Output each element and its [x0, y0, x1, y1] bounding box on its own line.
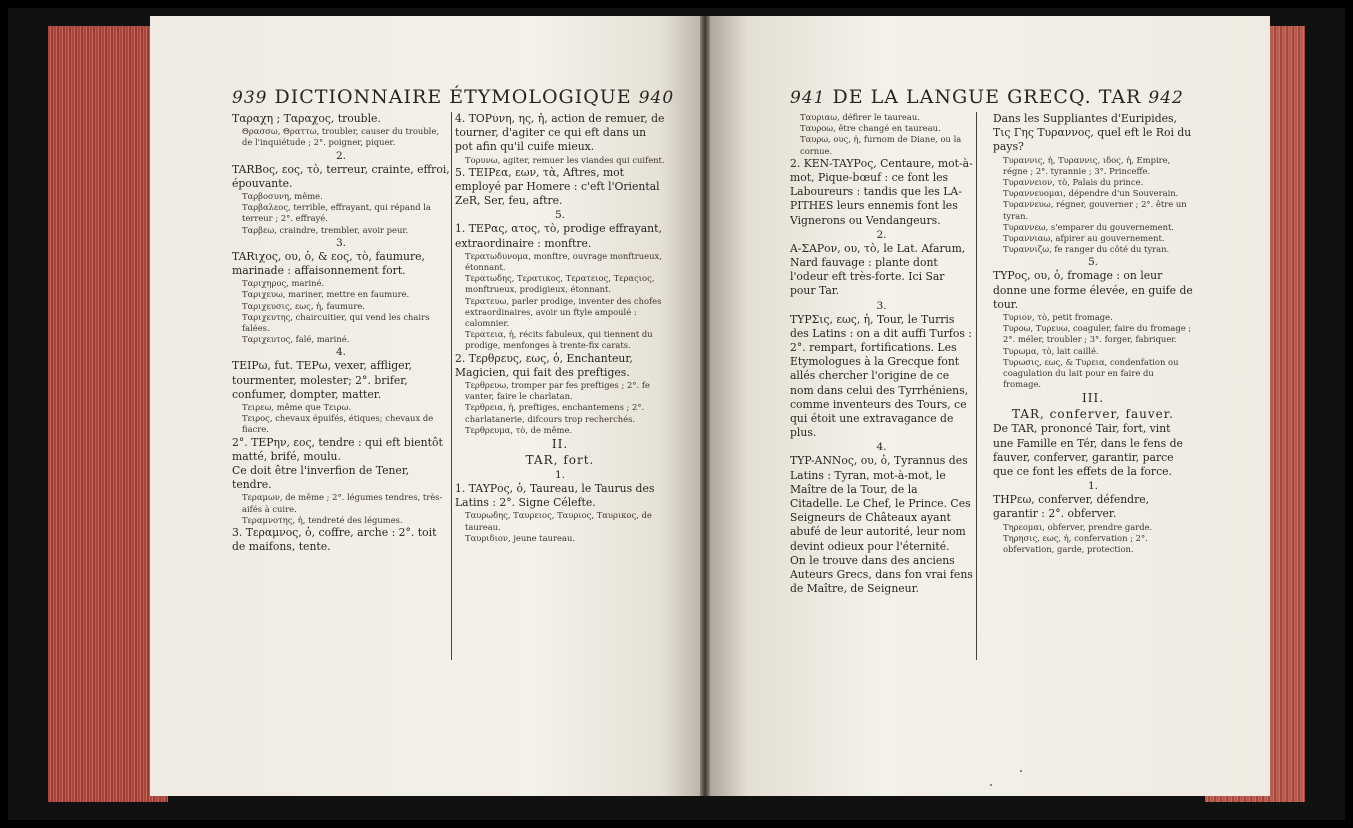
page-number-942: 942 [1148, 88, 1184, 108]
column-2 [455, 112, 665, 544]
sub-entry: Θρασσω, Θραττω, troubler, causer du trouble, de l'inquiétude ; 2°. poigner, piquer. [242, 126, 439, 148]
section-heading: TAR, fort. [525, 453, 595, 468]
sub-entry: Τειρεω, même que Τειρω. [242, 402, 352, 413]
section-heading: 1. [1087, 480, 1099, 493]
entry-paragraph: Dans les Suppliantes d'Euripides, Τις Γης Τυραννος, quel eft le Roi du pays? [993, 112, 1192, 154]
section-heading: 5. [554, 209, 566, 222]
sub-entry: Ταριχευσις, εως, ἡ, faumure. [242, 300, 365, 311]
right-running-head: DE LA LANGUE GRECQ. [832, 86, 1092, 108]
sub-entry: Τεραμων, de même ; 2°. légumes tendres, très-aifés à cuire. [242, 492, 443, 514]
column-rule-right [976, 112, 977, 660]
sub-entry: Τυριον, τὸ, petit fromage. [1003, 312, 1113, 323]
section-heading: 2. [876, 228, 887, 241]
sub-entry: Τηρεομαι, obferver, prendre garde. [1003, 521, 1153, 532]
sub-entry: Ταυρωδης, Ταυρειος, Ταυριος, Ταυρικος, de taureau. [465, 510, 652, 532]
sub-entry: Τυρωσις, εως, & Τυρεια, condenfation ou coagulation du lait pour en faire du fromage. [1003, 356, 1179, 390]
sub-entry: Ταυροω, être changé en taureau. [800, 123, 941, 134]
sub-entry: Τερθρευμα, τὸ, de même. [465, 424, 573, 435]
sub-entry: Τεραμνοτης, ἡ, tendreté des légumes. [242, 514, 403, 525]
column-3 [790, 112, 973, 597]
sub-entry: Τερατεια, ἡ, récits fabuleux, qui tiennent du prodige, menfonges à trente-fix carats. [465, 329, 653, 351]
sub-entry: Ταρβαλεος, terrible, effrayant, qui répand la terreur ; 2°. effrayé. [242, 202, 431, 224]
entry-paragraph: 1. TEPας, ατος, τὸ, prodige effrayant, extraordinaire : monftre. [455, 222, 662, 250]
entry-paragraph: TEIPω, fut. TEPω, vexer, affliger, tourmenter, molester; 2°. brifer, confumer, dompter, matter. [232, 359, 412, 401]
section-heading: TAR, conferver, fauver. [1012, 407, 1174, 422]
sub-entry: Τορυνω, agiter, remuer les viandes qui cuifent. [465, 154, 665, 165]
entry-paragraph: 4. TOPυνη, ης, ἡ, action de remuer, de tourner, d'agiter ce qui eft dans un pot afin qu'il cuife mieux. [455, 112, 665, 154]
entry-paragraph: THPεω, conferver, défendre, garantir : 2°. obferver. [993, 493, 1150, 521]
entry-paragraph: Ce doit être l'inverfion de Tener, tendre. [232, 464, 410, 492]
section-heading: 4. [335, 346, 347, 359]
sub-entry: Τερατωδυνομα, monftre, ouvrage monftrueux, étonnant. [465, 250, 662, 273]
entry-paragraph: 3. Τεραμνος, ὁ, coffre, arche : 2°. toit de maifons, tente. [232, 526, 437, 554]
sub-entry: Τυροω, Τυρευω, coaguler, faire du fromage ; 2°. méler, troubler ; 3°. forger, fabriquer. [1003, 323, 1192, 345]
section-heading: 2. [335, 149, 347, 162]
entry-paragraph: 2. KEN-TAYPος, Centaure, mot-à-mot, Pique-bœuf : ce font les Laboureurs : tandis que les LA-PITHES leurs ennemis font les Vignerons ou Vendangeurs. [790, 156, 973, 227]
section-heading: II. [551, 437, 569, 452]
book-gutter [700, 16, 710, 796]
sub-entry: Τυραννιζω, fe ranger du côté du tyran. [1003, 244, 1170, 255]
column-4 [993, 112, 1193, 555]
sub-entry: Ταριχευτης, chaircuitier, qui vend les chairs falées. [242, 311, 430, 334]
sub-entry: Τερθρεια, ἡ, preftiges, enchantemens ; 2°. charlatanerie, difcours trop recherchés. [465, 402, 645, 424]
right-page-header [790, 86, 1184, 108]
section-heading: III. [1081, 391, 1105, 406]
sub-entry: Τερατωδης, Τερατικος, Τερατειος, Τεραςιος, monftrueux, prodigieux, étonnant. [465, 273, 655, 295]
sub-entry: Ταρβεω, craindre, trembler, avoir peur. [242, 224, 409, 235]
section-heading: 3. [335, 236, 347, 249]
sub-entry: Τηρησις, εως, ἡ, confervation ; 2°. obfervation, garde, protection. [1003, 532, 1148, 555]
section-heading: 4. [876, 441, 887, 454]
right-running-word: TAR [1098, 86, 1142, 108]
sub-entry: Ταριχευτος, falé, mariné. [242, 334, 350, 345]
entry-paragraph: 1. TAYPος, ὁ, Taureau, le Taurus des Latins : 2°. Signe Célefte. [455, 482, 655, 510]
sub-entry: Τυρωμα, τὸ, lait caillé. [1003, 345, 1099, 356]
entry-paragraph: 5. TEIPεα, εων, τὰ, Aftres, mot employé par Homere : c'eft l'Oriental ZeR, Ser, feu, aftre. [455, 165, 660, 208]
page-number-939: 939 [232, 88, 268, 108]
entry-paragraph: On le trouve dans des anciens Auteurs Grecs, dans fon vrai fens de Maître, de Seigneur. [790, 553, 973, 596]
entry-paragraph: Ταραχη ; Ταραχος, trouble. [232, 112, 381, 125]
page-number-941: 941 [790, 88, 826, 108]
section-heading: 3. [876, 299, 887, 312]
column-rule-left [451, 112, 452, 660]
sub-entry: Τειρος, chevaux épuifés, étiques; chevaux de fiacre. [242, 413, 434, 435]
section-heading: 1. [554, 469, 566, 482]
paper-speck [1020, 770, 1022, 772]
entry-paragraph: TYP-ANNος, ου, ὁ, Tyrannus des Latins : Tyran, mot-à-mot, le Maître de la Tour, de la Citadelle. Le Chef, le Prince. Ces Seigneurs de Châteaux ayant abufé de leur autorité, leur nom devint odieux pour l'éternité. [790, 454, 971, 553]
entry-paragraph: A-ΣAPον, ου, τὸ, le Lat. Afarum, Nard fauvage : plante dont l'odeur eft très-forte. Ici Sar pour Tar. [790, 241, 966, 298]
paper-speck [990, 784, 992, 786]
column-1 [232, 112, 450, 555]
sub-entry: Ταριχευω, mariner, mettre en faumure. [242, 289, 410, 300]
sub-entry: Ταυρω, ους, ἡ, furnom de Diane, ou la cornue. [800, 134, 962, 156]
sub-entry: Τερθρευω, tromper par fes preftiges ; 2°. fe vanter, faire le charlatan. [465, 380, 650, 402]
section-heading: 5. [1087, 256, 1099, 269]
sub-entry: Τυραννειον, τὸ, Palais du prince. [1003, 177, 1144, 188]
sub-entry: Ταριχηρος, mariné. [242, 278, 325, 289]
left-page-header [232, 86, 674, 108]
entry-paragraph: TYPΣις, εως, ἡ, Tour, le Turris des Latins : on a dit auffi Turfos : 2°. rempart, fortifications. Les Etymologues à la Grecque font allés chercher l'origine de ce nom dans celui des Tyrrhéniens, comme inventeurs des Tours, ce qui étoit une extravagance de plus. [790, 312, 972, 440]
sub-entry: Ταυριδιον, jeune taureau. [465, 532, 576, 543]
sub-entry: Τερατευω, parler prodige, inventer des chofes extraordinaires, avoir un ftyle ampoulé : calomnier. [465, 295, 662, 329]
sub-entry: Τυραννιαω, afpirer au gouvernement. [1003, 233, 1165, 244]
sub-entry: Τυραννις, ἡ, Τυραννις, ιδος, ἡ, Empire, régne ; 2°. tyrannie ; 3°. Princeffe. [1003, 154, 1171, 176]
entry-paragraph: 2. Τερθρευς, εως, ὁ, Enchanteur, Magicien, qui fait des preftiges. [455, 351, 633, 379]
sub-entry: Ταρβοσυνη, même. [242, 191, 323, 202]
sub-entry: Ταυριαω, défirer le taureau. [800, 112, 920, 122]
entry-paragraph: De TAR, prononcé Tair, fort, vint une Famille en Tér, dans le fens de fauver, conferver, garantir, parce que ce font les effets de la force. [993, 422, 1183, 479]
sub-entry: Τυραννευομαι, dépendre d'un Souverain. [1003, 188, 1179, 199]
left-running-head: DICTIONNAIRE ÉTYMOLOGIQUE [274, 86, 632, 108]
entry-paragraph: TARBος, εος, τὸ, terreur, crainte, effroi, épouvante. [232, 162, 450, 190]
entry-paragraph: TYPος, ου, ὁ, fromage : on leur donne une forme élevée, en guife de tour. [993, 269, 1193, 311]
page-number-940: 940 [638, 88, 675, 108]
sub-entry: Τυραννευω, régner, gouverner ; 2°. être un tyran. [1003, 199, 1187, 221]
entry-paragraph: TARιχος, ου, ὁ, & εος, τὸ, faumure, marinade : affaisonnement fort. [232, 249, 425, 278]
entry-paragraph: 2°. TEPην, εος, tendre : qui eft bientôt matté, brifé, moulu. [232, 435, 443, 463]
sub-entry: Τυραννεω, s'emparer du gouvernement. [1003, 221, 1174, 232]
